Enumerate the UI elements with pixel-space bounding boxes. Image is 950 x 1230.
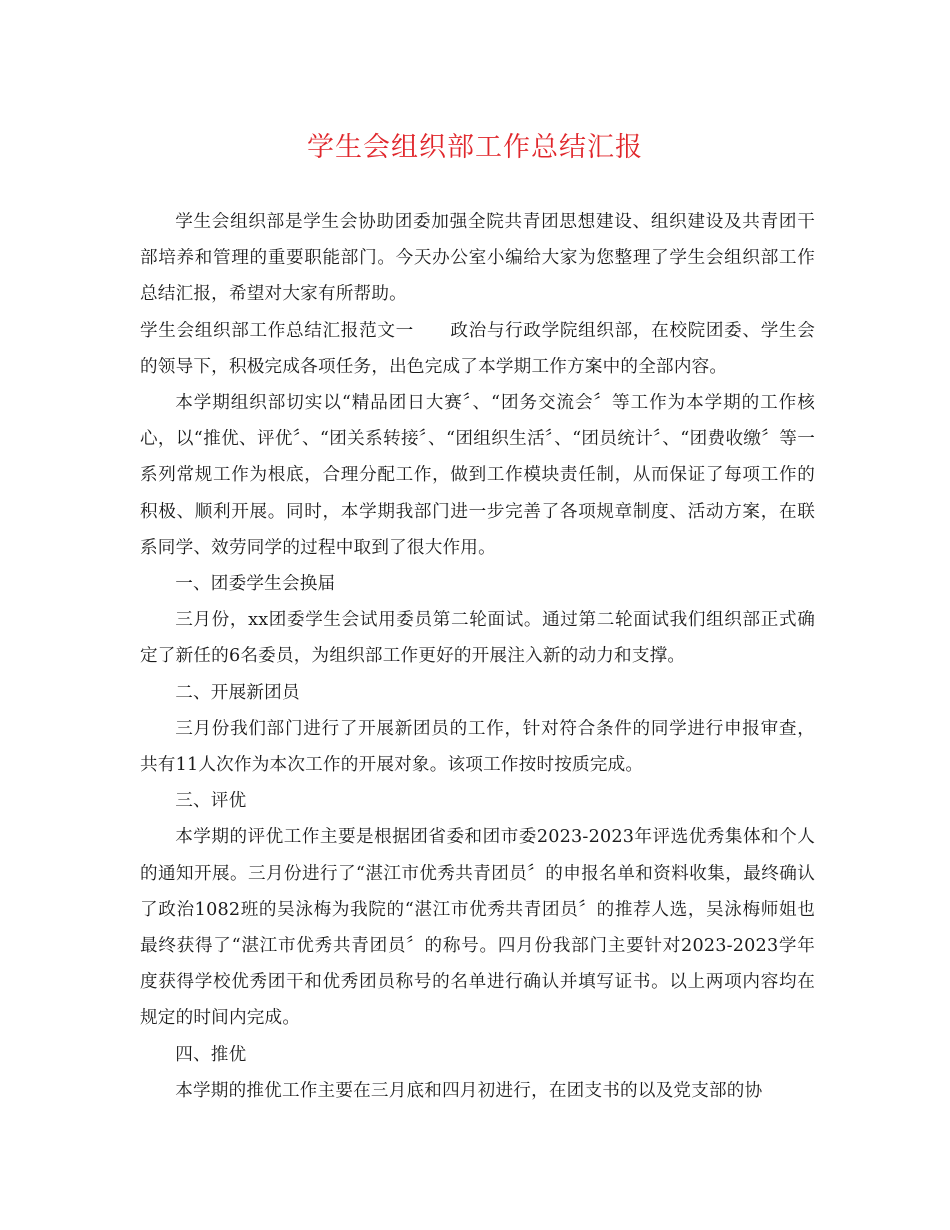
paragraph-sample-one: 学生会组织部工作总结汇报范文一 政治与行政学院组织部，在校院团委、学生会的领导下，积极完成各项任务，出色完成了本学期工作方案中的全部内容。 <box>140 320 815 377</box>
section-heading-1: 一、团委学生会换届 <box>175 574 336 595</box>
section-heading-3: 三、评优 <box>175 791 247 812</box>
section-heading-4: 四、推优 <box>175 1044 247 1065</box>
paragraph-section-4: 本学期的推优工作主要在三月底和四月初进行，在团支书的以及党支部的协 <box>175 1080 763 1101</box>
document-body <box>140 204 815 1109</box>
document-title: 学生会组织部工作总结汇报 <box>307 132 643 163</box>
paragraph-section-2: 三月份我们部门进行了开展新团员的工作，针对符合条件的同学进行申报审查，共有11人次作为本次工作的开展对象。该项工作按时按质完成。 <box>140 718 815 776</box>
paragraph-intro: 学生会组织部是学生会协助团委加强全院共青团思想建设、组织建设及共青团干部培养和管理的重要职能部门。今天办公室小编给大家为您整理了学生会组织部工作总结汇报，希望对大家有所帮助。 <box>140 212 815 305</box>
paragraph-work-core: 本学期组织部切实以“精品团日大赛〞、“团务交流会〞等工作为本学期的工作核心，以“推优、评优〞、“团关系转接〞、“团组织生活〞、“团员统计〞、“团费收缴〞等一系列常规工作为根底，合理分配工作，做到工作模块责任制，从而保证了每项工作的积极、顺利开展。同时，本学期我部门进一步完善了各项规章制度、活动方案，在联系同学、效劳同学的过程中取到了很大作用。 <box>140 393 815 558</box>
paragraph-section-1: 三月份，xx团委学生会试用委员第二轮面试。通过第二轮面试我们组织部正式确定了新任的6名委员，为组织部工作更好的开展注入新的动力和支撑。 <box>140 610 815 667</box>
paragraph-section-3: 本学期的评优工作主要是根据团省委和团市委2023-2023年评选优秀集体和个人的通知开展。三月份进行了“湛江市优秀共青团员〞的申报名单和资料收集，最终确认了政治1082班的吴泳梅为我院的“湛江市优秀共青团员〞的推荐人选，吴泳梅师姐也最终获得了“湛江市优秀共青团员〞的称号。四月份我部门主要针对2023-2023学年度获得学校优秀团干和优秀团员称号的名单进行确认并填写证书。以上两项内容均在规定的时间内完成。 <box>140 827 815 1029</box>
section-heading-2: 二、开展新团员 <box>175 682 300 703</box>
